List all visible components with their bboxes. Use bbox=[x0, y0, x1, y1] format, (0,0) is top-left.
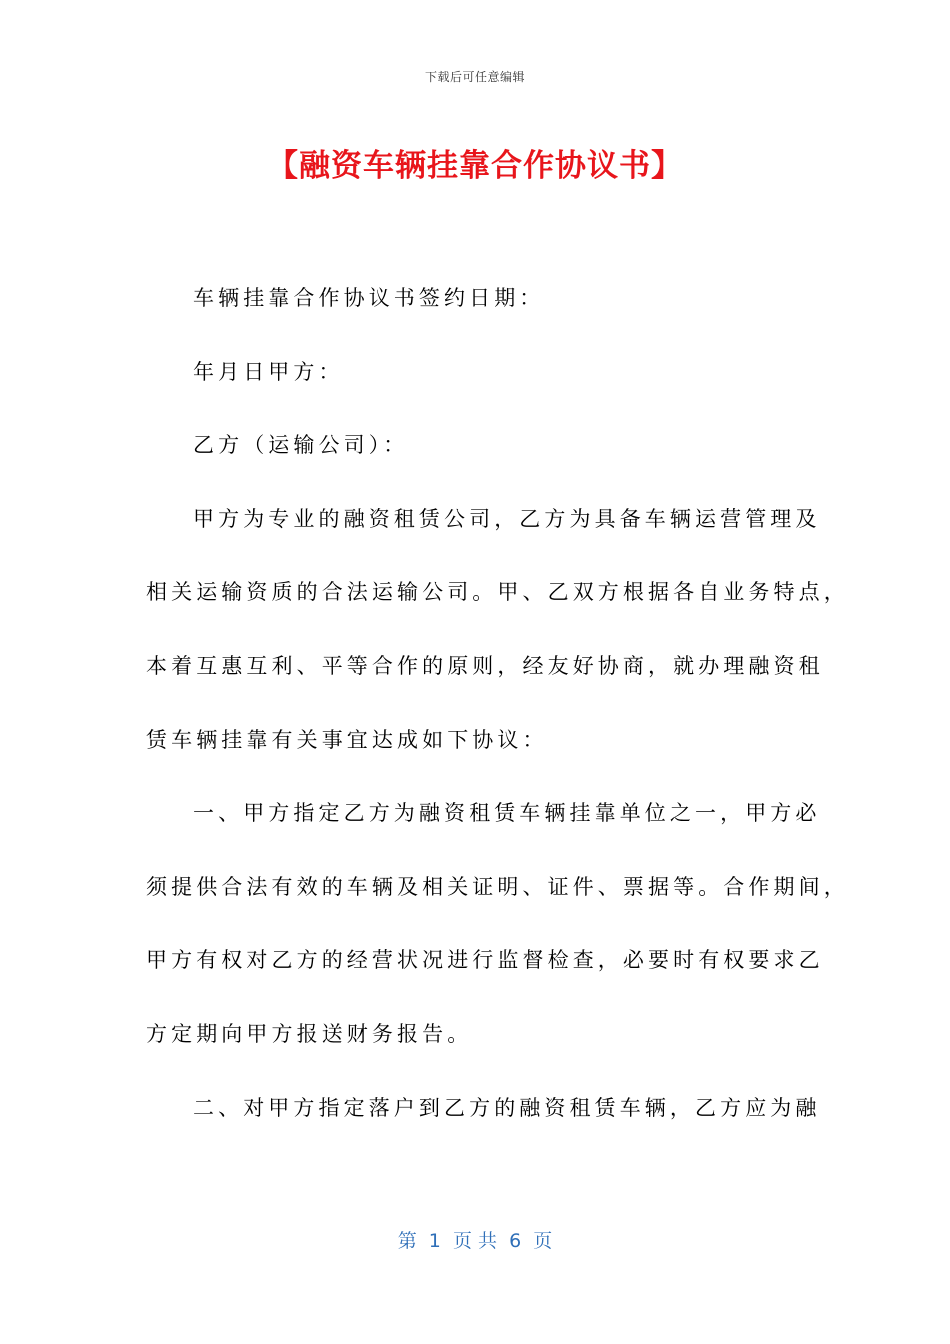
page-number-footer: 第 1 页 共 6 页 bbox=[397, 1230, 553, 1252]
document-body bbox=[146, 280, 849, 1163]
paragraph-line: 一、甲方指定乙方为融资租赁车辆挂靠单位之一，甲方必 bbox=[193, 801, 821, 826]
paragraph-line: 甲方有权对乙方的经营状况进行监督检查，必要时有权要求乙 bbox=[146, 948, 824, 973]
paragraph-line: 车辆挂靠合作协议书签约日期： bbox=[193, 286, 545, 310]
header-note: 下载后可任意编辑 bbox=[424, 70, 525, 84]
paragraph-line: 须提供合法有效的车辆及相关证明、证件、票据等。合作期间， bbox=[146, 874, 849, 899]
paragraph-line: 赁车辆挂靠有关事宜达成如下协议： bbox=[146, 727, 548, 752]
paragraph-line: 乙方（运输公司）： bbox=[193, 433, 409, 458]
paragraph-line: 方定期向甲方报送财务报告。 bbox=[146, 1021, 473, 1046]
paragraph-line: 年月日甲方： bbox=[193, 359, 344, 384]
paragraph-line: 二、对甲方指定落户到乙方的融资租赁车辆，乙方应为融 bbox=[193, 1095, 821, 1120]
paragraph-line: 本着互惠互利、平等合作的原则，经友好协商，就办理融资租 bbox=[146, 653, 824, 678]
paragraph-line: 甲方为专业的融资租赁公司，乙方为具备车辆运营管理及 bbox=[193, 506, 821, 531]
document-title: 【融资车辆挂靠合作协议书】 bbox=[267, 148, 683, 184]
paragraph-line: 相关运输资质的合法运输公司。甲、乙双方根据各自业务特点， bbox=[146, 580, 849, 605]
